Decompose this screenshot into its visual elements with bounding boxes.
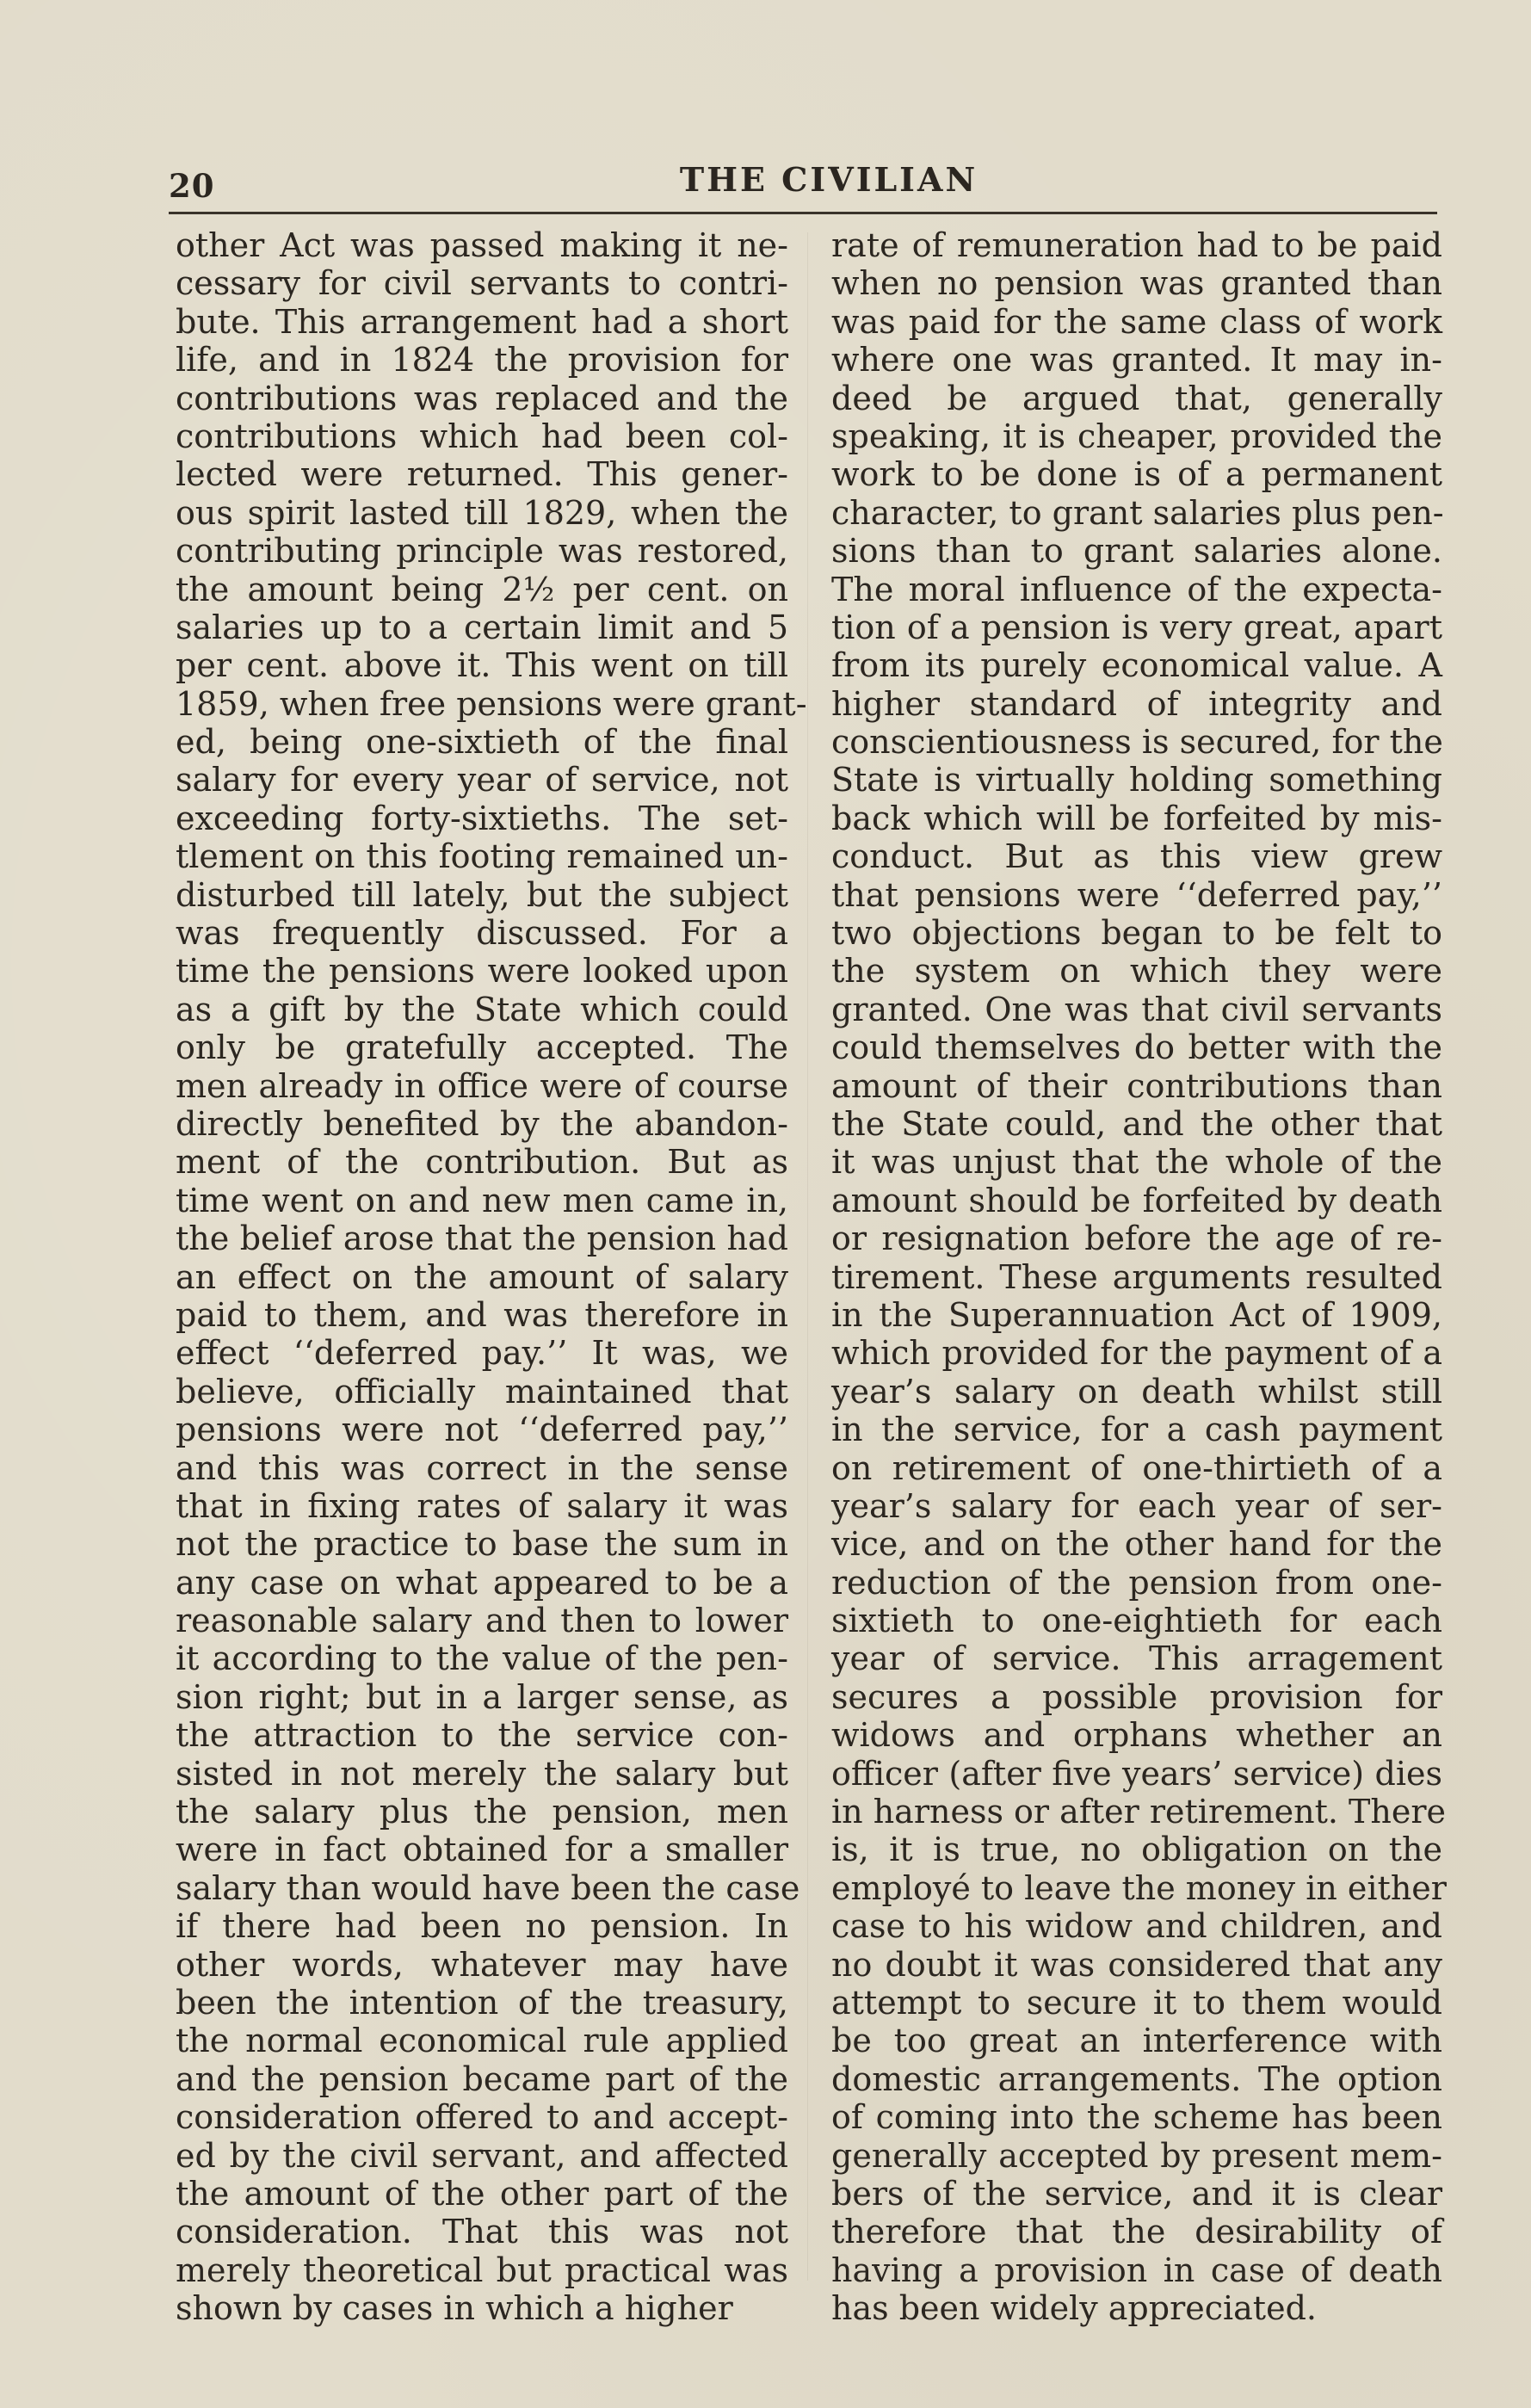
text-line: where one was granted. It may in- (831, 341, 1442, 380)
text-line: conduct. But as this view grew (831, 837, 1442, 876)
page-header (169, 153, 1437, 213)
text-line: or resignation before the age of re- (831, 1219, 1442, 1258)
text-line: the amount being 2½ per cent. on (176, 570, 788, 608)
text-line: other words, whatever may have (176, 1945, 788, 1984)
text-line: therefore that the desirability of (831, 2213, 1442, 2251)
text-line: the normal economical rule applied (176, 2022, 788, 2060)
text-line: which provided for the payment of a (831, 1334, 1442, 1373)
text-line: the State could, and the other that (831, 1104, 1442, 1143)
text-line: could themselves do better with the (831, 1028, 1442, 1067)
text-line: consideration offered to and accept- (176, 2098, 788, 2137)
text-line: and the pension became part of the (176, 2059, 788, 2098)
text-line: deed be argued that, generally (831, 379, 1442, 417)
text-line: tirement. These arguments resulted (831, 1257, 1442, 1296)
text-line: case to his widow and children, and (831, 1907, 1442, 1946)
text-line: cessary for civil servants to contri- (176, 264, 788, 303)
text-line: bers of the service, and it is clear (831, 2174, 1442, 2213)
text-line: disturbed till lately, but the subject (176, 875, 788, 914)
text-line: salary than would have been the case (176, 1868, 800, 1907)
text-line: generally accepted by present mem- (831, 2136, 1442, 2175)
text-line: not the practice to base the sum in (176, 1525, 788, 1564)
text-line: year’s salary for each year of ser- (831, 1486, 1442, 1525)
text-line: amount of their contributions than (831, 1066, 1442, 1105)
text-line: from its purely economical value. A (831, 646, 1442, 685)
text-line: an effect on the amount of salary (176, 1257, 788, 1296)
text-line: paid to them, and was therefore in (176, 1295, 788, 1334)
text-line: tlement on this footing remained un- (176, 837, 788, 876)
text-line: any case on what appeared to be a (176, 1563, 788, 1602)
text-line: is, it is true, no obligation on the (831, 1831, 1442, 1869)
text-line: sion right; but in a larger sense, as (176, 1677, 788, 1716)
text-line: no doubt it was considered that any (831, 1945, 1442, 1984)
text-line: consideration. That this was not (176, 2213, 788, 2251)
running-title: THE CIVILIAN (679, 160, 978, 199)
text-line: domestic arrangements. The option (831, 2059, 1442, 2098)
text-line: was frequently discussed. For a (176, 914, 788, 953)
text-line: having a provision in case of death (831, 2251, 1442, 2289)
text-line: year of service. This arragement (831, 1639, 1442, 1678)
right-column (831, 226, 1447, 2328)
text-line: life, and in 1824 the provision for (176, 341, 788, 380)
text-line: ed, being one-sixtieth of the final (176, 723, 788, 762)
text-line: shown by cases in which a higher (176, 2289, 733, 2328)
text-line: contributing principle was restored, (176, 532, 788, 571)
text-line: ous spirit lasted till 1829, when the (176, 493, 788, 532)
text-line: pensions were not ‘‘deferred pay,’’ (176, 1411, 788, 1449)
text-line: of coming into the scheme has been (831, 2098, 1442, 2137)
text-line: sixtieth to one-eightieth for each (831, 1602, 1442, 1640)
text-line: sisted in not merely the salary but (176, 1754, 788, 1793)
text-line: time went on and new men came in, (176, 1181, 788, 1219)
text-line: men already in office were of course (176, 1066, 788, 1105)
text-line: sions than to grant salaries alone. (831, 532, 1442, 571)
text-line: the attraction to the service con- (176, 1716, 788, 1755)
text-line: 1859, when free pensions were grant- (176, 684, 807, 723)
text-line: year’s salary on death whilst still (831, 1372, 1442, 1411)
text-line: and this was correct in the sense (176, 1448, 788, 1487)
text-line: vice, and on the other hand for the (831, 1525, 1442, 1564)
text-line: back which will be forfeited by mis- (831, 799, 1442, 837)
text-line: be too great an interference with (831, 2022, 1442, 2060)
text-line: amount should be forfeited by death (831, 1181, 1442, 1219)
text-line: the system on which they were (831, 952, 1442, 991)
text-line: time the pensions were looked upon (176, 952, 788, 991)
text-line: salaries up to a certain limit and 5 (176, 608, 788, 646)
header-rule (169, 212, 1437, 214)
text-line: rate of remuneration had to be paid (831, 226, 1442, 264)
text-line: on retirement of one-thirtieth of a (831, 1448, 1442, 1487)
text-line: character, to grant salaries plus pen- (831, 493, 1444, 532)
text-line: State is virtually holding something (831, 761, 1442, 800)
text-line: exceeding forty-sixtieths. The set- (176, 799, 788, 837)
text-line: per cent. above it. This went on till (176, 646, 788, 685)
text-line: higher standard of integrity and (831, 684, 1442, 723)
text-line: has been widely appreciated. (831, 2289, 1317, 2328)
text-line: widows and orphans whether an (831, 1716, 1442, 1755)
column-gutter (807, 232, 808, 2281)
text-line: other Act was passed making it ne- (176, 226, 788, 264)
text-line: in the service, for a cash payment (831, 1411, 1442, 1449)
text-line: directly benefited by the abandon- (176, 1104, 788, 1143)
text-line: merely theoretical but practical was (176, 2251, 788, 2289)
text-line: it was unjust that the whole of the (831, 1143, 1442, 1182)
text-line: were in fact obtained for a smaller (176, 1831, 788, 1869)
text-line: was paid for the same class of work (831, 302, 1442, 341)
text-line: the belief arose that the pension had (176, 1219, 788, 1258)
text-line: attempt to secure it to them would (831, 1983, 1442, 2022)
text-line: granted. One was that civil servants (831, 990, 1442, 1028)
text-line: lected were returned. This gener- (176, 455, 788, 494)
text-line: The moral influence of the expecta- (831, 570, 1442, 608)
text-line: bute. This arrangement had a short (176, 302, 788, 341)
text-line: two objections began to be felt to (831, 914, 1442, 953)
page-number: 20 (169, 167, 215, 205)
text-line: the amount of the other part of the (176, 2174, 788, 2213)
text-line: tion of a pension is very great, apart (831, 608, 1442, 646)
text-line: secures a possible provision for (831, 1677, 1442, 1716)
text-line: contributions was replaced and the (176, 379, 788, 417)
text-line: only be gratefully accepted. The (176, 1028, 788, 1067)
text-line: conscientiousness is secured, for the (831, 723, 1443, 762)
text-line: officer (after five years’ service) dies (831, 1754, 1442, 1793)
text-line: the salary plus the pension, men (176, 1793, 788, 1831)
text-line: work to be done is of a permanent (831, 455, 1442, 494)
text-line: as a gift by the State which could (176, 990, 788, 1028)
text-line: salary for every year of service, not (176, 761, 788, 800)
text-line: in the Superannuation Act of 1909, (831, 1295, 1442, 1334)
text-line: ed by the civil servant, and affected (176, 2136, 788, 2175)
text-line: in harness or after retirement. There (831, 1793, 1447, 1831)
text-line: reasonable salary and then to lower (176, 1602, 788, 1640)
text-line: when no pension was granted than (831, 264, 1442, 303)
text-line: effect ‘‘deferred pay.’’ It was, we (176, 1334, 788, 1373)
text-line: that pensions were ‘‘deferred pay,’’ (831, 875, 1442, 914)
text-line: believe, officially maintained that (176, 1372, 788, 1411)
text-line: speaking, it is cheaper, provided the (831, 417, 1442, 455)
text-line: ment of the contribution. But as (176, 1143, 788, 1182)
text-line: if there had been no pension. In (176, 1907, 788, 1946)
text-line: been the intention of the treasury, (176, 1983, 788, 2022)
text-line: reduction of the pension from one- (831, 1563, 1442, 1602)
text-line: employé to leave the money in either (831, 1868, 1447, 1907)
text-line: that in fixing rates of salary it was (176, 1486, 788, 1525)
left-column (176, 226, 807, 2328)
text-line: it according to the value of the pen- (176, 1639, 788, 1678)
text-line: contributions which had been col- (176, 417, 788, 455)
